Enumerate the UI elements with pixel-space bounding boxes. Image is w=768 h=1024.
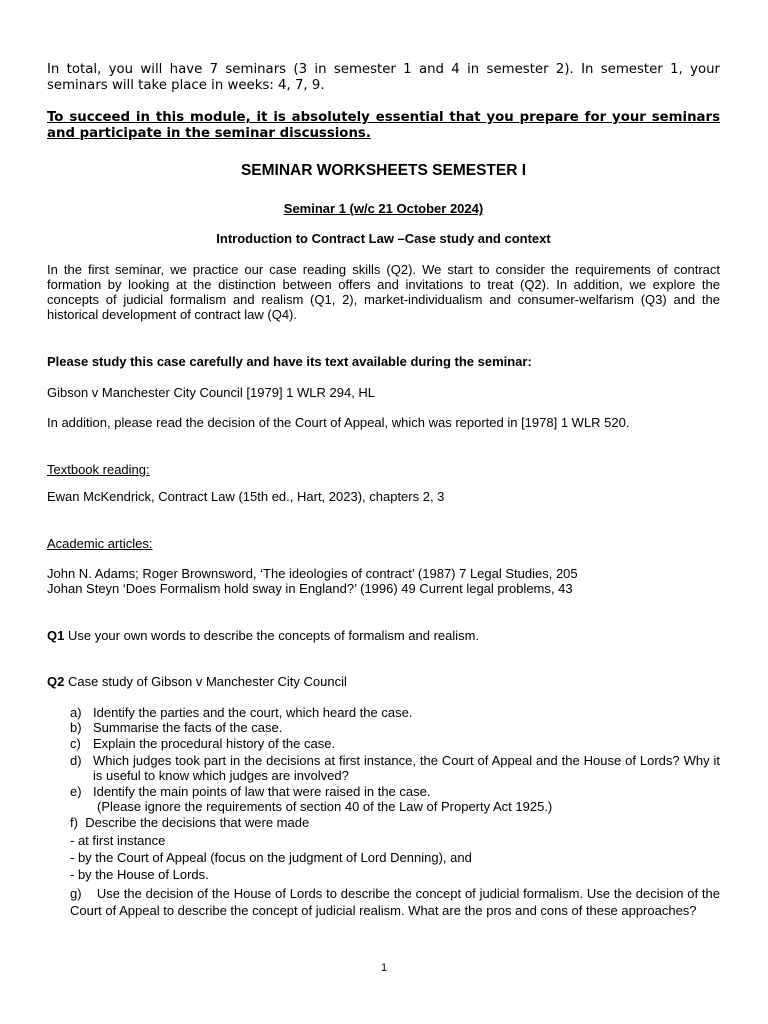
question-1-text: Use your own words to describe the concepts of formalism and realism. xyxy=(67,628,480,643)
page-heading: SEMINAR WORKSHEETS SEMESTER I xyxy=(240,162,527,179)
articles-label: Academic articles: xyxy=(47,536,153,551)
article-item: John N. Adams; Roger Brownsword, ‘The ideologies of contract’ (1987) 7 Legal Studies, 205 xyxy=(47,566,578,581)
list-marker: c) xyxy=(70,736,81,751)
case-citation: Gibson v Manchester City Council [1979] 1 WLR 294, HL xyxy=(47,385,376,400)
study-instruction: Please study this case carefully and have its text available during the seminar: xyxy=(47,354,532,369)
list-text: Explain the procedural history of the case. xyxy=(93,736,336,751)
seminar-title: Seminar 1 (w/c 21 October 2024) xyxy=(283,201,484,216)
question-2-label: Q2 xyxy=(47,674,65,689)
list-marker: b) xyxy=(70,720,82,735)
list-item xyxy=(70,753,720,783)
intro-emphasis: To succeed in this module, it is absolutely essential that you prepare for your seminars and participate in the seminar discussions. xyxy=(47,110,720,141)
list-item-f xyxy=(70,815,720,830)
sub-item: - by the Court of Appeal (focus on the judgment of Lord Denning), and xyxy=(70,850,472,865)
list-text: Identify the parties and the court, which heard the case. xyxy=(93,705,413,720)
question-1-label: Q1 xyxy=(47,628,65,643)
list-marker: d) xyxy=(70,753,82,768)
article-item: Johan Steyn ‘Does Formalism hold sway in England?’ (1996) 49 Current legal problems, 43 xyxy=(47,581,573,596)
page-number: 1 xyxy=(380,962,388,974)
list-text: Identify the main points of law that were raised in the case. xyxy=(93,784,431,799)
list-text: Summarise the facts of the case. xyxy=(93,720,283,735)
list-marker: e) xyxy=(70,784,82,799)
intro-paragraph: In total, you will have 7 seminars (3 in semester 1 and 4 in semester 2). In semester 1, your seminars will take place in weeks: 4, 7, 9. xyxy=(47,62,720,93)
question-2 xyxy=(47,674,720,689)
list-text xyxy=(70,885,720,919)
question-1 xyxy=(47,628,720,643)
sub-item: - by the House of Lords. xyxy=(70,867,209,882)
question-2-text: Case study of Gibson v Manchester City Council xyxy=(67,674,347,689)
g-text: Use the decision of the House of Lords to describe the concept of judicial formalism. Use the decision of the Court of Appeal to describe the concept of judicial realism. What are the pros and cons of these approaches? xyxy=(70,886,720,918)
seminar-subtitle: Introduction to Contract Law –Case study and context xyxy=(216,231,551,246)
list-text: Which judges took part in the decisions at first instance, the Court of Appeal and the House of Lords? Why it is useful to know which judges are involved? xyxy=(93,753,720,783)
list-marker: g) xyxy=(70,886,82,901)
list-item-g xyxy=(70,885,720,919)
appeal-note: In addition, please read the decision of the Court of Appeal, which was reported in [1978] 1 WLR 520. xyxy=(47,415,630,430)
seminar-description: In the first seminar, we practice our case reading skills (Q2). We start to consider the requirements of contract formation by looking at the distinction between offers and invitations to treat (Q2). In addition, we explore the concepts of judicial formalism and realism (Q1, 2), market-individualism and consumer-welfarism (Q3) and the historical development of contract law (Q4). xyxy=(47,262,720,322)
list-item xyxy=(70,705,720,720)
list-marker: a) xyxy=(70,705,82,720)
list-text: Describe the decisions that were made xyxy=(85,815,310,830)
list-item xyxy=(70,720,720,735)
list-item xyxy=(70,784,720,799)
sub-item: - at first instance xyxy=(70,833,166,848)
list-marker: f) xyxy=(70,815,78,830)
textbook-label: Textbook reading: xyxy=(47,462,150,477)
e-note: (Please ignore the requirements of section 40 of the Law of Property Act 1925.) xyxy=(97,799,553,814)
textbook-entry: Ewan McKendrick, Contract Law (15th ed., Hart, 2023), chapters 2, 3 xyxy=(47,489,445,504)
list-item xyxy=(70,736,720,751)
